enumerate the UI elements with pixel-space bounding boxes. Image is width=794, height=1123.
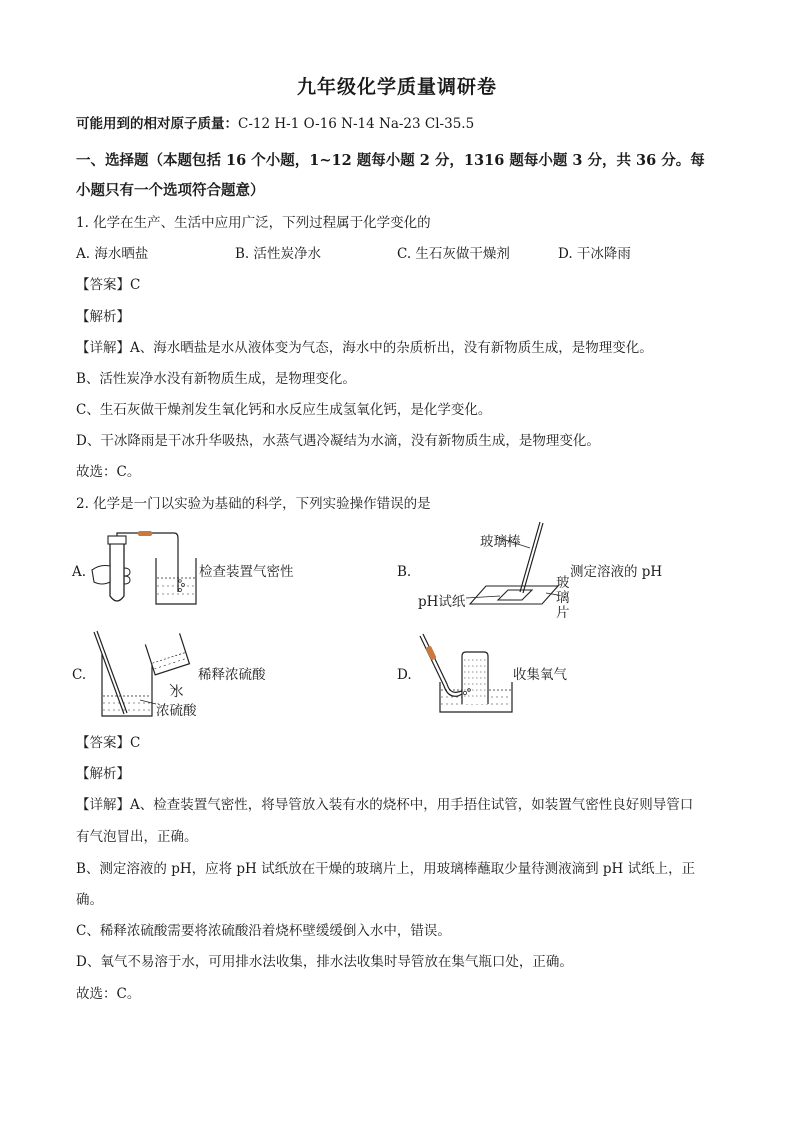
- label-glass-plate: [556, 576, 570, 621]
- q1-detail-d: D、干冰降雨是干冰升华吸热，水蒸气遇冷凝结为水滴，没有新物质生成，是物理变化。: [76, 433, 600, 449]
- label-water: 水: [170, 684, 184, 700]
- stirring-rod: [94, 632, 124, 714]
- label-glass-plate-3: 片: [556, 605, 570, 621]
- q1-detail-line: [76, 339, 653, 357]
- q2-conclusion: 故选：C。: [76, 986, 141, 1002]
- q2-detail-c: C、稀释浓硫酸需要将浓硫酸沿着烧杯壁缓缓倒入水中，错误。: [76, 923, 451, 939]
- q1-option-c: C. 生石灰做干燥剂: [397, 246, 510, 262]
- q1-option-a: A. 海水晒盐: [76, 246, 149, 262]
- test-tube: [110, 542, 124, 601]
- atomic-mass-line: [76, 115, 474, 133]
- label-conc-acid: 浓硫酸: [156, 703, 197, 719]
- q2-option-c-caption: 稀释浓硫酸: [198, 667, 266, 683]
- q1-detail-tag: 【详解】: [76, 340, 130, 356]
- label-glass-rod: 玻璃棒: [480, 534, 521, 550]
- q1-stem: 1. 化学在生产、生活中应用广泛，下列过程属于化学变化的: [76, 215, 431, 231]
- q1-answer: [76, 276, 140, 294]
- label-glass-plate-2: 璃: [556, 590, 570, 606]
- q2-option-d-caption: 收集氧气: [513, 667, 567, 683]
- q2-detail-d: D、氧气不易溶于水，可用排水法收集，排水法收集时导管放在集气瓶口处，正确。: [76, 954, 573, 970]
- q2-detail-a1: A、检查装置气密性，将导管放入装有水的烧杯中，用手捂住试管，如装置气密性良好则导管口: [130, 797, 694, 813]
- q2-option-a-caption: 检查装置气密性: [199, 564, 294, 580]
- q2-analysis-tag: 【解析】: [76, 766, 130, 782]
- q1-detail-c: C、生石灰做干燥剂发生氧化钙和水反应生成氢氧化钙，是化学变化。: [76, 402, 492, 418]
- q1-analysis-tag: 【解析】: [76, 309, 130, 325]
- q1-option-b: B. 活性炭净水: [235, 246, 322, 262]
- atomic-mass-values: C-12 H-1 O-16 N-14 Na-23 Cl-35.5: [238, 116, 475, 132]
- page-title: 九年级化学质量调研卷: [296, 76, 497, 98]
- q1-option-d: D. 干冰降雨: [558, 246, 631, 262]
- q2-detail-a2: 有气泡冒出，正确。: [76, 829, 198, 845]
- q2-detail-line: [76, 796, 693, 814]
- rubber-tube: [425, 645, 436, 660]
- glass-plate: [470, 586, 558, 604]
- gas-collection-apparatus: [416, 630, 516, 720]
- q1-conclusion: 故选：C。: [76, 464, 141, 480]
- section-heading-line2: 小题只有一个选项符合题意）: [76, 182, 265, 199]
- glass-rod: [520, 522, 540, 592]
- q2-answer-value: C: [130, 735, 141, 751]
- hand-icon: [92, 566, 110, 585]
- label-glass-plate-1: 玻: [556, 575, 570, 591]
- q2-answer: [76, 734, 140, 752]
- stopper: [108, 536, 126, 544]
- q1-detail-a: A、海水晒盐是水从液体变为气态，海水中的杂质析出，没有新物质生成，是物理变化。: [130, 340, 653, 356]
- ph-paper: [498, 590, 532, 600]
- q2-option-b-letter: B.: [397, 564, 412, 580]
- q2-option-d-letter: D.: [397, 667, 412, 683]
- q2-stem: 2. 化学是一门以实验为基础的科学，下列实验操作错误的是: [76, 496, 431, 512]
- q2-detail-b1: B、测定溶液的 pH，应将 pH 试纸放在干燥的玻璃片上，用玻璃棒蘸取少量待测液滴到 pH 试纸上，正: [76, 861, 696, 877]
- q2-option-c-letter: C.: [72, 667, 87, 683]
- q2-detail-tag: 【详解】: [76, 797, 130, 813]
- atomic-mass-label: 可能用到的相对原子质量：: [76, 116, 238, 132]
- delivery-tube-d: [420, 636, 462, 696]
- large-beaker: [102, 654, 152, 716]
- beaker: [156, 558, 196, 604]
- section-heading-line1: 一、选择题（本题包括 16 个小题，1~12 题每小题 2 分，1316 题每小题 3 分，共 36 分。每: [76, 152, 705, 169]
- q1-detail-b: B、活性炭净水没有新物质生成，是物理变化。: [76, 371, 356, 387]
- q2-detail-b2: 确。: [76, 892, 103, 908]
- rubber-connector: [138, 531, 152, 536]
- q2-option-b-caption: 测定溶液的 pH: [570, 564, 663, 580]
- q1-answer-value: C: [130, 277, 141, 293]
- airtightness-apparatus: [88, 530, 203, 610]
- label-ph-paper: pH试纸: [418, 594, 466, 610]
- q1-answer-tag: 【答案】: [76, 277, 130, 293]
- q2-option-a-letter: A.: [72, 564, 87, 580]
- q2-answer-tag: 【答案】: [76, 735, 130, 751]
